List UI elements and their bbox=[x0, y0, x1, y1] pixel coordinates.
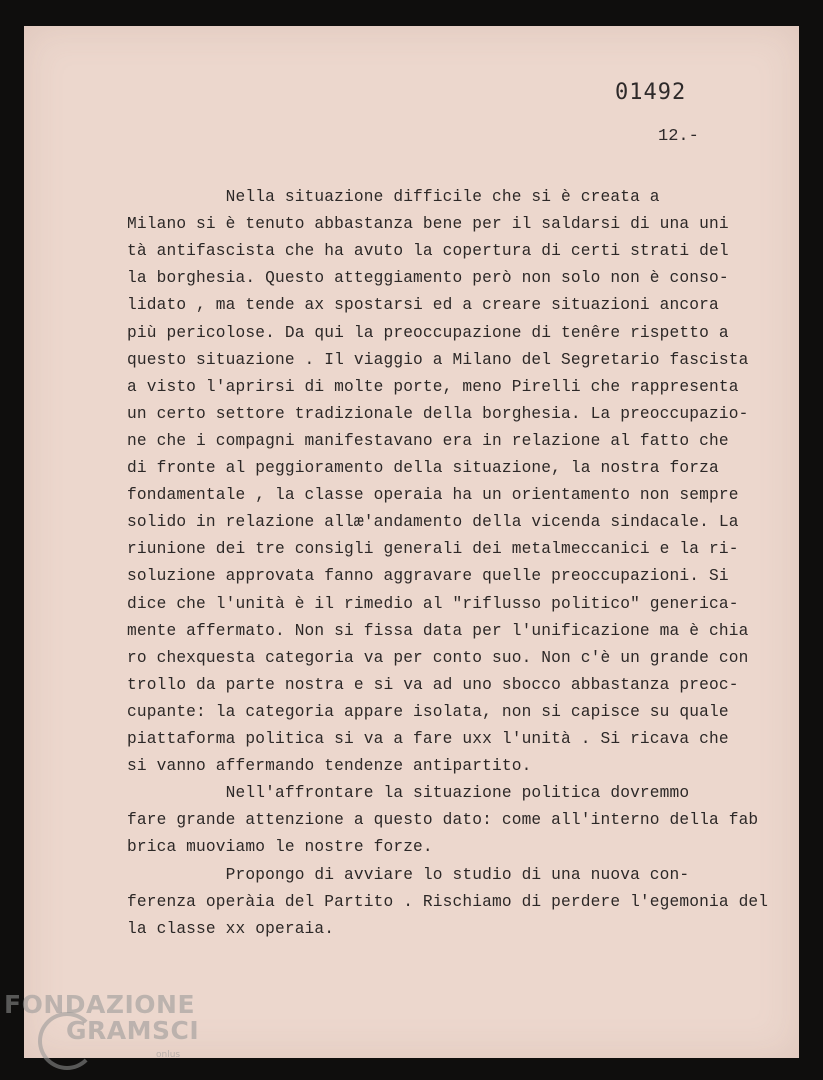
text-line: brica muoviamo le nostre forze. bbox=[127, 838, 433, 857]
text-line: la borghesia. Questo atteggiamento però non solo non è conso- bbox=[127, 269, 729, 288]
text-line: ne che i compagni manifestavano era in relazione al fatto che bbox=[127, 431, 729, 450]
text-line: cupante: la categoria appare isolata, non si capisce su quale bbox=[127, 702, 729, 721]
text-line: a visto l'aprirsi di molte porte, meno Pirelli che rappresenta bbox=[127, 377, 739, 396]
text-line: Nella situazione difficile che si è creata a bbox=[127, 188, 660, 206]
text-line: fare grande attenzione a questo dato: come all'interno della fab bbox=[127, 811, 759, 830]
text-line: solido in relazione allæ'andamento della vicenda sindacale. La bbox=[127, 513, 739, 532]
text-line: Nell'affrontare la situazione politica dovremmo bbox=[127, 784, 690, 803]
text-line: un certo settore tradizionale della borghesia. La preoccupazio- bbox=[127, 404, 749, 423]
text-line: riunione dei tre consigli generali dei metalmeccanici e la ri- bbox=[127, 540, 739, 559]
text-line: trollo da parte nostra e si va ad uno sbocco abbastanza preoc- bbox=[127, 675, 739, 694]
watermark-circle-icon bbox=[38, 1012, 96, 1070]
archive-number-stamp: 01492 bbox=[615, 80, 687, 105]
watermark-line-1: FONDAZIONE bbox=[4, 990, 196, 1019]
text-line: questo situazione . Il viaggio a Milano del Segretario fascista bbox=[127, 350, 749, 369]
watermark-line-2: GRAMSCI bbox=[66, 1016, 200, 1045]
text-line: tà antifascista che ha avuto la copertura di certi strati del bbox=[127, 242, 729, 261]
text-line: fondamentale , la classe operaia ha un orientamento non sempre bbox=[127, 486, 739, 505]
text-line: mente affermato. Non si fissa data per l'unificazione ma è chia bbox=[127, 621, 749, 640]
watermark-line-3: onlus bbox=[156, 1050, 181, 1060]
text-line: ferenza operàia del Partito . Rischiamo di perdere l'egemonia del bbox=[127, 892, 769, 911]
text-line: dice che l'unità è il rimedio al "riflusso politico" generica- bbox=[127, 594, 739, 613]
text-line: si vanno affermando tendenze antipartito. bbox=[127, 757, 532, 776]
text-line: Propongo di avviare lo studio di una nuova con- bbox=[127, 865, 690, 884]
text-line: piattaforma politica si va a fare uxx l'unità . Si ricava che bbox=[127, 730, 729, 748]
text-line: ro chexquesta categoria va per conto suo. Non c'è un grande con bbox=[127, 648, 749, 667]
page-number: 12.- bbox=[658, 127, 699, 146]
watermark-logo bbox=[4, 990, 200, 1060]
text-line: di fronte al peggioramento della situazione, la nostra forza bbox=[127, 459, 719, 477]
text-line: la classe xx operaia. bbox=[127, 919, 335, 938]
text-line: soluzione approvata fanno aggravare quelle preoccupazioni. Si bbox=[127, 567, 729, 586]
text-line: lidato , ma tende ax spostarsi ed a creare situazioni ancora bbox=[127, 296, 719, 315]
text-line: Milano si è tenuto abbastanza bene per il saldarsi di una uni bbox=[127, 215, 729, 234]
text-line: più pericolose. Da qui la preoccupazione di tenêre rispetto a bbox=[127, 323, 729, 342]
